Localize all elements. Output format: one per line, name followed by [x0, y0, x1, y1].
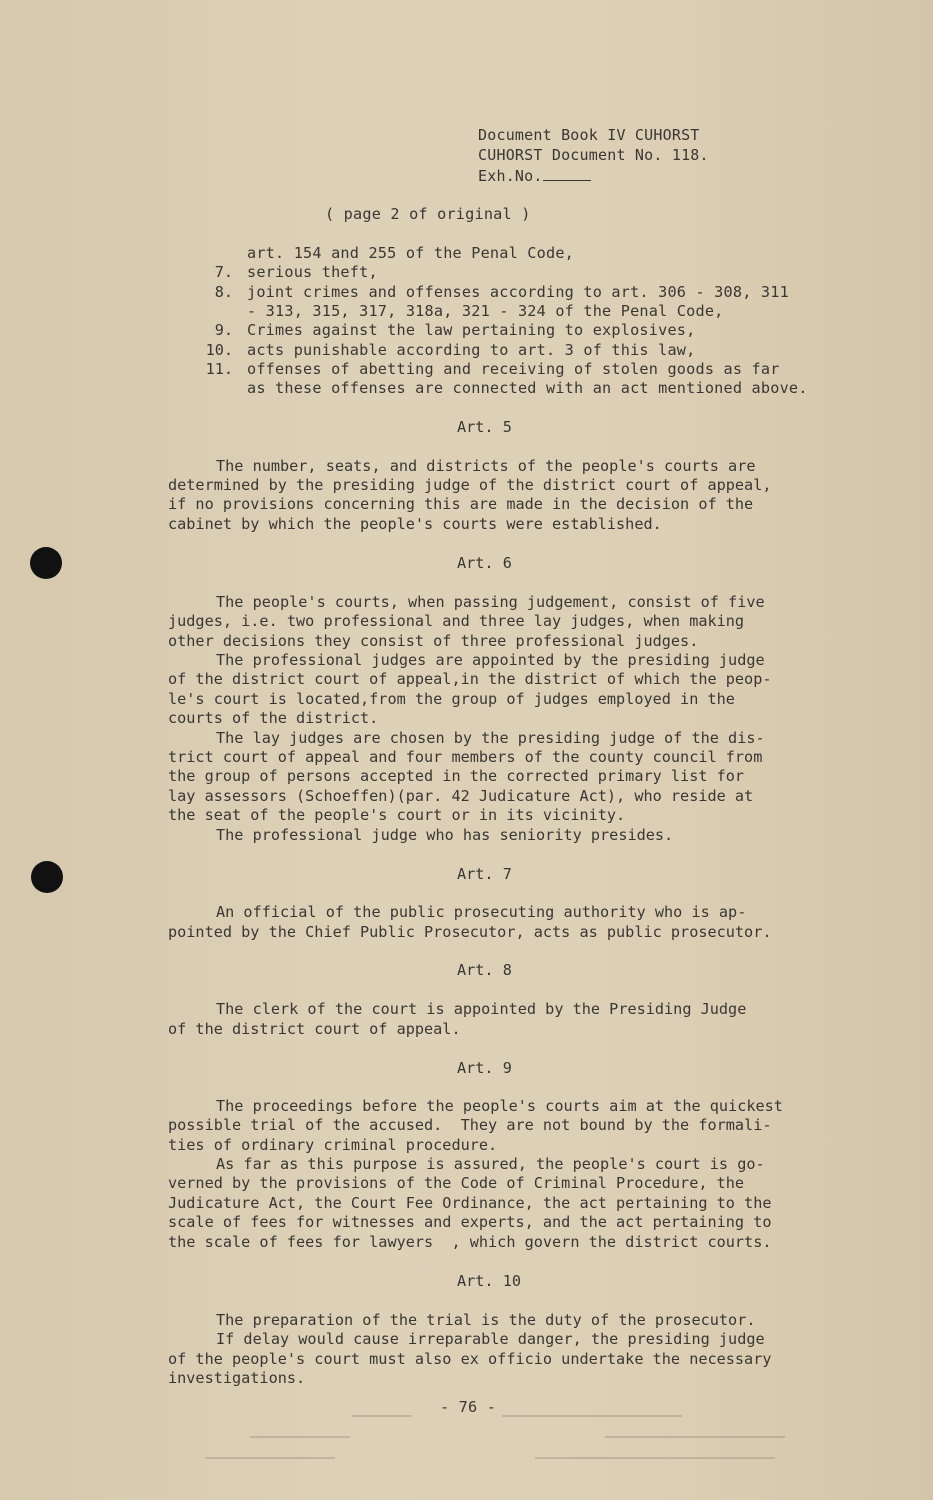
article-text-line: if no provisions concerning this are made in the decision of the — [168, 495, 754, 513]
article-text-line: The preparation of the trial is the duty of the prosecutor. — [216, 1311, 756, 1329]
list-number: 10. — [205, 341, 233, 359]
article-heading: Art. 9 — [457, 1059, 512, 1077]
article-text-line: The clerk of the court is appointed by the Presiding Judge — [216, 1000, 747, 1018]
article-text-line: The people's courts, when passing judgement, consist of five — [216, 593, 765, 611]
article-text-line: The lay judges are chosen by the presiding judge of the dis- — [216, 729, 765, 747]
article-text-line: investigations. — [168, 1369, 306, 1387]
article-text-line: lay assessors (Schoeffen)(par. 42 Judicature Act), who reside at — [168, 787, 754, 805]
list-intro: art. 154 and 255 of the Penal Code, — [247, 244, 575, 262]
article-text-line: cabinet by which the people's courts were established. — [168, 515, 662, 533]
article-text-line: The number, seats, and districts of the people's courts are — [216, 457, 756, 475]
article-text-line: le's court is located,from the group of judges employed in the — [168, 690, 735, 708]
header-line-1: Document Book IV CUHORST — [478, 126, 700, 144]
article-text-line: trict court of appeal and four members of the county council from — [168, 748, 763, 766]
bleed-through-text — [168, 1431, 768, 1445]
article-text-line: of the district court of appeal. — [168, 1020, 461, 1038]
list-item-line: offenses of abetting and receiving of stolen goods as far — [247, 360, 780, 378]
article-text-line: the group of persons accepted in the corrected primary list for — [168, 767, 745, 785]
list-item-line: acts punishable according to art. 3 of this law, — [247, 341, 696, 359]
article-text-line: judges, i.e. two professional and three lay judges, when making — [168, 612, 745, 630]
article-text-line: The proceedings before the people's courts aim at the quickest — [216, 1097, 783, 1115]
list-number: 7. — [214, 263, 233, 281]
article-text-line: verned by the provisions of the Code of Criminal Procedure, the — [168, 1174, 745, 1192]
bleed-through-marks — [205, 1451, 805, 1465]
article-text-line: pointed by the Chief Public Prosecutor, acts as public prosecutor. — [168, 923, 772, 941]
exhibit-number-blank — [543, 166, 591, 181]
header-line-3 — [478, 166, 591, 187]
article-text-line: other decisions they consist of three professional judges. — [168, 632, 699, 650]
article-text-line: the seat of the people's court or in its vicinity. — [168, 806, 626, 824]
exhibit-label: Exh.No. — [478, 167, 543, 185]
article-text-line: An official of the public prosecuting authority who is ap- — [216, 903, 747, 921]
article-heading: Art. 10 — [457, 1272, 522, 1290]
article-text-line: As far as this purpose is assured, the people's court is go- — [216, 1155, 765, 1173]
article-text-line: The professional judges are appointed by the presiding judge — [216, 651, 765, 669]
article-text-line: Judicature Act, the Court Fee Ordinance, the act pertaining to the — [168, 1194, 772, 1212]
list-number: 11. — [205, 360, 233, 378]
list-number: 8. — [214, 283, 233, 301]
article-text-line: the scale of fees for lawyers , which govern the district courts. — [168, 1233, 772, 1251]
article-text-line: of the people's court must also ex officio undertake the necessary — [168, 1350, 772, 1368]
article-text-line: scale of fees for witnesses and experts, and the act pertaining to — [168, 1213, 772, 1231]
list-item-line: - 313, 315, 317, 318a, 321 - 324 of the Penal Code, — [247, 302, 724, 320]
article-text-line: determined by the presiding judge of the district court of appeal, — [168, 476, 772, 494]
list-number: 9. — [214, 321, 233, 339]
list-item-line: as these offenses are connected with an act mentioned above. — [247, 379, 808, 397]
article-heading: Art. 8 — [457, 961, 512, 979]
article-text-line: courts of the district. — [168, 709, 379, 727]
article-text-line: The professional judge who has seniority presides. — [216, 826, 674, 844]
punch-hole-bottom — [31, 861, 63, 893]
article-heading: Art. 6 — [457, 554, 512, 572]
header-line-2: CUHORST Document No. 118. — [478, 146, 709, 164]
article-text-line: ties of ordinary criminal procedure. — [168, 1136, 498, 1154]
list-item-line: serious theft, — [247, 263, 378, 281]
list-item-line: joint crimes and offenses according to art. 306 - 308, 311 — [247, 283, 789, 301]
page-number: - 76 - — [440, 1398, 497, 1416]
article-heading: Art. 5 — [457, 418, 512, 436]
page-note: ( page 2 of original ) — [325, 205, 531, 223]
article-text-line: If delay would cause irreparable danger, the presiding judge — [216, 1330, 765, 1348]
list-item-line: Crimes against the law pertaining to explosives, — [247, 321, 696, 339]
article-heading: Art. 7 — [457, 865, 512, 883]
punch-hole-top — [30, 547, 62, 579]
article-text-line: of the district court of appeal,in the district of which the peop- — [168, 670, 772, 688]
article-text-line: possible trial of the accused. They are not bound by the formali- — [168, 1116, 772, 1134]
